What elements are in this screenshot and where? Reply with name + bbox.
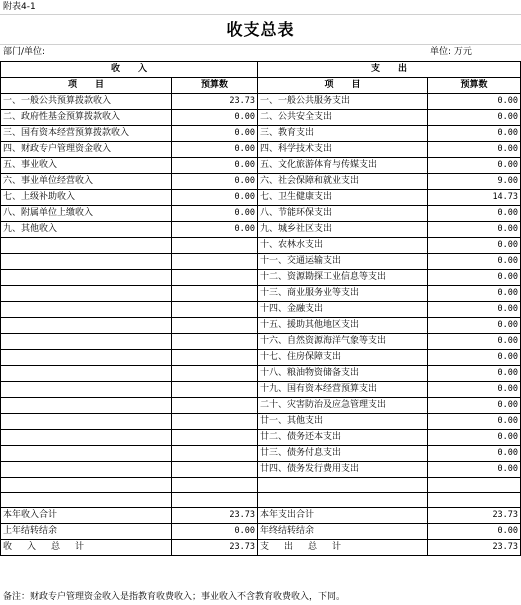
expense-item: 八、节能环保支出: [258, 206, 428, 222]
income-value: [172, 462, 258, 478]
income-item: 一、一般公共预算拨款收入: [1, 94, 172, 110]
expense-value: 0.00: [428, 142, 521, 158]
expense-total-value: 0.00: [428, 524, 521, 540]
income-value: 0.00: [172, 206, 258, 222]
blank-cell: [1, 493, 172, 508]
expense-item: 十五、援助其他地区支出: [258, 318, 428, 334]
table-row: [1, 270, 521, 286]
expense-value: 0.00: [428, 254, 521, 270]
blank-cell: [1, 478, 172, 493]
expense-header: 支 出: [258, 62, 521, 78]
income-item: [1, 302, 172, 318]
section-header-row: [1, 62, 521, 78]
income-total-value: 23.73: [172, 540, 258, 556]
income-item: [1, 334, 172, 350]
expense-item: 廿三、债务付息支出: [258, 446, 428, 462]
expense-value: 0.00: [428, 318, 521, 334]
blank-cell: [172, 493, 258, 508]
income-value: 0.00: [172, 158, 258, 174]
expense-item: 七、卫生健康支出: [258, 190, 428, 206]
income-item-header: 项 目: [1, 78, 172, 94]
table-row: [1, 190, 521, 206]
table-row: [1, 142, 521, 158]
expense-value: 0.00: [428, 398, 521, 414]
income-value: [172, 270, 258, 286]
expense-value: 0.00: [428, 158, 521, 174]
expense-value: 0.00: [428, 302, 521, 318]
expense-value: 0.00: [428, 286, 521, 302]
income-item: 六、事业单位经营收入: [1, 174, 172, 190]
income-item: [1, 254, 172, 270]
expense-value: 0.00: [428, 366, 521, 382]
expense-item: 五、文化旅游体育与传媒支出: [258, 158, 428, 174]
table-row: [1, 206, 521, 222]
expense-value: 0.00: [428, 462, 521, 478]
expense-item: 二、公共安全支出: [258, 110, 428, 126]
expense-value: 0.00: [428, 334, 521, 350]
expense-item: 二十、灾害防治及应急管理支出: [258, 398, 428, 414]
expense-item: 廿四、债务发行费用支出: [258, 462, 428, 478]
expense-value: 0.00: [428, 238, 521, 254]
income-item: [1, 446, 172, 462]
table-row: [1, 462, 521, 478]
carryover-row: [1, 524, 521, 540]
column-header-row: [1, 78, 521, 94]
table-row: [1, 254, 521, 270]
income-item: [1, 318, 172, 334]
expense-value: 0.00: [428, 382, 521, 398]
table-row: [1, 382, 521, 398]
expense-item: 三、教育支出: [258, 126, 428, 142]
income-item: [1, 462, 172, 478]
expense-budget-header: 预算数: [428, 78, 521, 94]
unit-label: 单位: 万元: [430, 47, 472, 57]
expense-item: 廿二、债务还本支出: [258, 430, 428, 446]
grand-total-row: [1, 540, 521, 556]
blank-cell: [428, 493, 521, 508]
income-total-label: 上年结转结余: [1, 524, 172, 540]
expense-item: 九、城乡社区支出: [258, 222, 428, 238]
income-value: 0.00: [172, 222, 258, 238]
table-row: [1, 446, 521, 462]
income-item: 七、上级补助收入: [1, 190, 172, 206]
income-item: 五、事业收入: [1, 158, 172, 174]
blank-row: [1, 478, 521, 493]
expense-value: 9.00: [428, 174, 521, 190]
income-value: 0.00: [172, 190, 258, 206]
income-value: [172, 254, 258, 270]
expense-item: 十三、商业服务业等支出: [258, 286, 428, 302]
income-value: [172, 318, 258, 334]
income-value: [172, 238, 258, 254]
income-item: [1, 414, 172, 430]
expense-value: 0.00: [428, 350, 521, 366]
income-value: [172, 302, 258, 318]
income-item: [1, 382, 172, 398]
blank-cell: [428, 478, 521, 493]
expense-value: 0.00: [428, 430, 521, 446]
expense-value: 0.00: [428, 94, 521, 110]
dept-label: 部门/单位:: [3, 47, 46, 57]
expense-item: 十七、住房保障支出: [258, 350, 428, 366]
expense-item: 廿一、其他支出: [258, 414, 428, 430]
budget-table: [0, 61, 521, 556]
expense-total-value: 23.73: [428, 508, 521, 524]
expense-total-value: 23.73: [428, 540, 521, 556]
expense-item: 十八、粮油物资储备支出: [258, 366, 428, 382]
expense-value: 0.00: [428, 414, 521, 430]
grid-line: [0, 14, 521, 15]
expense-item: 十二、资源勘探工业信息等支出: [258, 270, 428, 286]
expense-item: 十九、国有资本经营预算支出: [258, 382, 428, 398]
table-row: [1, 350, 521, 366]
expense-total-label: 年终结转结余: [258, 524, 428, 540]
income-value: 23.73: [172, 94, 258, 110]
expense-total-label: 本年支出合计: [258, 508, 428, 524]
income-value: [172, 398, 258, 414]
table-row: [1, 430, 521, 446]
expense-item: 十、农林水支出: [258, 238, 428, 254]
income-item: [1, 238, 172, 254]
annex-label: 附表4-1: [3, 2, 36, 12]
income-value: 0.00: [172, 142, 258, 158]
table-row: [1, 414, 521, 430]
blank-cell: [172, 478, 258, 493]
income-total-label: 收 入 总 计: [1, 540, 172, 556]
expense-value: 14.73: [428, 190, 521, 206]
income-value: 0.00: [172, 174, 258, 190]
expense-item-header: 项 目: [258, 78, 428, 94]
table-row: [1, 222, 521, 238]
income-total-value: 0.00: [172, 524, 258, 540]
table-row: [1, 334, 521, 350]
table-row: [1, 302, 521, 318]
table-row: [1, 94, 521, 110]
income-value: [172, 414, 258, 430]
expense-value: 0.00: [428, 110, 521, 126]
expense-item: 一、一般公共服务支出: [258, 94, 428, 110]
income-value: [172, 334, 258, 350]
expense-value: 0.00: [428, 206, 521, 222]
income-item: [1, 286, 172, 302]
expense-value: 0.00: [428, 126, 521, 142]
income-value: [172, 366, 258, 382]
page-title: 收支总表: [226, 20, 295, 39]
table-row: [1, 238, 521, 254]
table-row: [1, 398, 521, 414]
expense-item: 六、社会保障和就业支出: [258, 174, 428, 190]
income-item: [1, 270, 172, 286]
income-item: 八、附属单位上缴收入: [1, 206, 172, 222]
expense-total-label: 支 出 总 计: [258, 540, 428, 556]
blank-row: [1, 493, 521, 508]
income-value: 0.00: [172, 126, 258, 142]
income-item: 三、国有资本经营预算拨款收入: [1, 126, 172, 142]
expense-value: 0.00: [428, 446, 521, 462]
expense-value: 0.00: [428, 270, 521, 286]
expense-item: 十六、自然资源海洋气象等支出: [258, 334, 428, 350]
table-row: [1, 318, 521, 334]
income-item: 四、财政专户管理资金收入: [1, 142, 172, 158]
income-item: [1, 430, 172, 446]
expense-item: 四、科学技术支出: [258, 142, 428, 158]
table-row: [1, 110, 521, 126]
income-total-value: 23.73: [172, 508, 258, 524]
income-total-label: 本年收入合计: [1, 508, 172, 524]
table-row: [1, 126, 521, 142]
income-value: [172, 446, 258, 462]
income-item: 二、政府性基金预算拨款收入: [1, 110, 172, 126]
income-budget-header: 预算数: [172, 78, 258, 94]
table-row: [1, 158, 521, 174]
income-value: [172, 382, 258, 398]
blank-cell: [258, 478, 428, 493]
income-value: 0.00: [172, 110, 258, 126]
expense-item: 十一、交通运输支出: [258, 254, 428, 270]
table-row: [1, 366, 521, 382]
income-value: [172, 286, 258, 302]
income-item: 九、其他收入: [1, 222, 172, 238]
income-header: 收 入: [1, 62, 258, 78]
expense-value: 0.00: [428, 222, 521, 238]
income-item: [1, 366, 172, 382]
income-value: [172, 430, 258, 446]
blank-cell: [258, 493, 428, 508]
income-item: [1, 350, 172, 366]
footnote: 备注：财政专户管理资金收入是指教育收费收入；事业收入不含教育收费收入，下同。: [3, 592, 346, 602]
expense-item: 十四、金融支出: [258, 302, 428, 318]
income-value: [172, 350, 258, 366]
year-total-row: [1, 508, 521, 524]
income-item: [1, 398, 172, 414]
table-row: [1, 286, 521, 302]
table-row: [1, 174, 521, 190]
grid-line: [0, 44, 521, 45]
